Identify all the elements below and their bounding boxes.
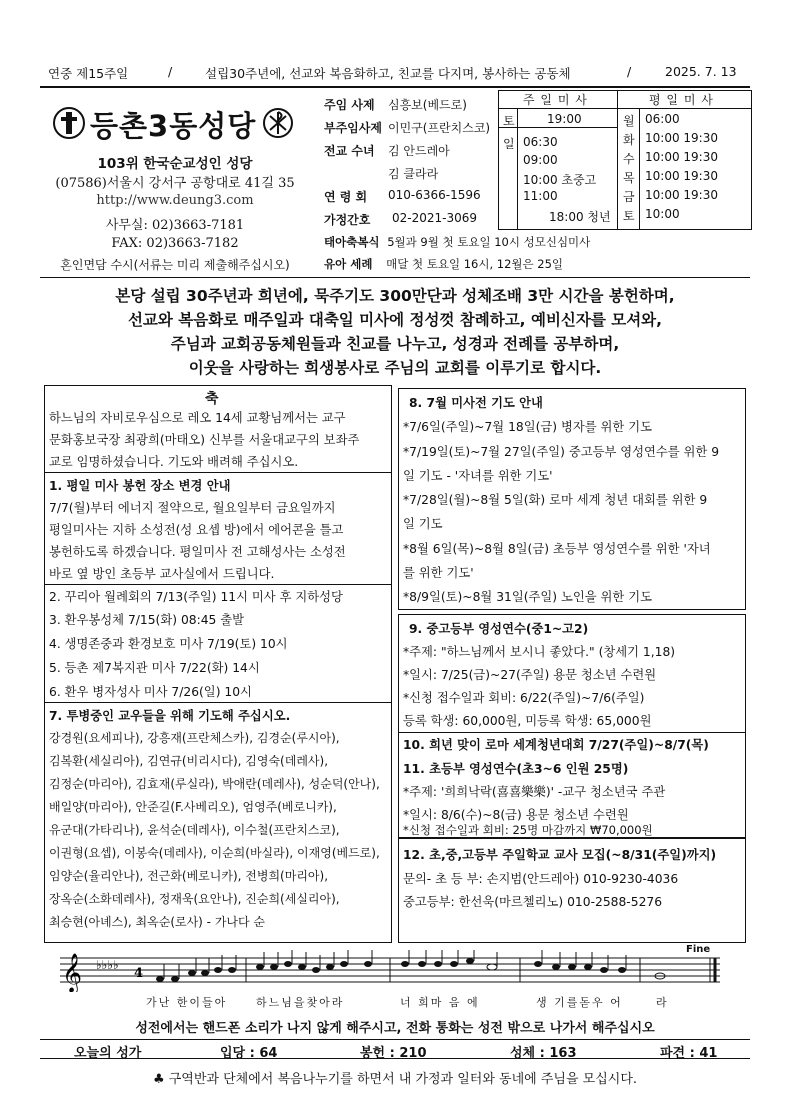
- sunday-time: 18:00 청년: [549, 210, 611, 224]
- prayer-names: 김정순(마리아), 김효재(루실라), 박애란(데레사), 성순덕(안나),: [49, 777, 380, 791]
- header-divider: [40, 86, 750, 88]
- prayer-names: 배일양(마리아), 안준길(F.사베리오), 엄영주(베로니카),: [49, 800, 337, 814]
- blessing-value: 5월과 9월 첫 토요일 10시 성모신심미사: [387, 235, 591, 249]
- staff-name: 이민구(프란치스코): [388, 121, 491, 135]
- parish-address: (07586)서울시 강서구 공항대로 41길 35: [55, 176, 295, 191]
- notice-line: *주제: '희희낙락(喜喜樂樂)' -교구 청소년국 주관: [403, 785, 666, 799]
- notice-line: *7/6일(주일)~7월 18일(금) 병자를 위한 기도: [403, 420, 652, 434]
- notice-line: 일 기도: [403, 517, 443, 531]
- youth-retreat-box: [398, 614, 746, 838]
- office-phone: 사무실: 02)3663-7181: [105, 218, 245, 233]
- prayer-names: 강경원(요세피나), 강흥재(프란체스카), 김경순(루시아),: [49, 731, 340, 745]
- fax-number: FAX: 02)3663-7182: [111, 236, 239, 251]
- notice-line: 문의- 초 등 부: 손지범(안드레아) 010-9230-4036: [403, 872, 679, 886]
- prayer-names: 김복환(세실리아), 김연규(비리시다), 김영숙(데레사),: [49, 754, 329, 768]
- svg-text:4: 4: [134, 966, 144, 981]
- notice-line: 등록 학생: 60,000원, 미등록 학생: 65,000원: [403, 714, 652, 728]
- chi-rho-icon: [262, 107, 294, 139]
- weekday-time: 10:00 19:30: [645, 150, 718, 164]
- hymn-label: 오늘의 성가: [74, 1046, 142, 1061]
- prayer-names: 최승현(아녜스), 최옥순(로사) - 가나다 순: [49, 915, 266, 929]
- lyric-segment: 생 기를돋우 어: [536, 996, 623, 1009]
- weekday-time: 06:00: [645, 112, 680, 126]
- blessing-info: [324, 234, 590, 250]
- staff-name: 심흥보(베드로): [388, 98, 467, 112]
- header-separator-2: /: [627, 64, 632, 79]
- hymn-communion: 성체 : 163: [510, 1046, 577, 1061]
- prayer-names: 유군대(가타리나), 윤석순(데레사), 이수철(프란치스코),: [49, 823, 340, 837]
- hymn-recessional: 파견 : 41: [660, 1046, 718, 1061]
- staff-role: 주임 사제: [324, 98, 375, 112]
- weekday-label: 목: [623, 171, 635, 185]
- lyric-segment: 하느님을찾아라: [256, 996, 345, 1009]
- staff-name: 김 안드레아: [388, 144, 450, 158]
- sunday-time: 10:00 초중고: [523, 173, 597, 187]
- prayer-guide-box: [398, 388, 746, 610]
- congrats-title: 축: [205, 391, 219, 407]
- congrats-line: 문화홍보국장 최광희(마태오) 신부를 서울대교구의 보좌주: [49, 433, 360, 447]
- sunday-time: 06:30: [523, 135, 558, 149]
- hymn-score: [60, 944, 725, 1010]
- weekday-time: 10:00 19:30: [645, 169, 718, 183]
- sunday-label: 일: [503, 137, 515, 151]
- notice-line: *일시: 7/25(금)~27(주일) 용문 청소년 수련원: [403, 668, 657, 682]
- message-line: 선교와 복음화로 매주일과 대축일 미사에 정성껏 참례하고, 예비신자를 모셔와,: [127, 311, 663, 329]
- notice-line: *7/28일(월)~8월 5일(화) 로마 세계 청년 대회를 위한 9: [403, 493, 708, 507]
- teacher-recruit-box: [398, 838, 746, 943]
- notice-line: 를 위한 기도': [403, 566, 474, 580]
- prayer-names: 임양순(율리안나), 전근화(베로니카), 전병희(마리아),: [49, 869, 329, 883]
- prayer-names: 장옥순(소화데레사), 정재욱(요안나), 진순희(세실리아),: [49, 892, 340, 906]
- notice-title: 8. 7월 미사전 기도 안내: [409, 396, 543, 410]
- weekday-mass-title: 평 일 미 사: [649, 93, 714, 107]
- baptism-info: [324, 256, 563, 272]
- notice-line: 중고등부: 한선욱(마르첼리노) 010-2588-5276: [403, 895, 663, 909]
- notice-line: 바로 옆 방인 초등부 교사실에서 드립니다.: [49, 567, 275, 581]
- notice-item: 6. 환우 병자성사 미사 7/26(일) 10시: [49, 685, 252, 699]
- staff-role: 연 령 회: [324, 190, 368, 204]
- phone-notice: 성전에서는 핸드폰 소리가 나지 않게 해주시고, 전화 통화는 성전 밖으로 나가서 해주십시오: [135, 1021, 655, 1036]
- music-staff: [60, 950, 725, 992]
- svg-text:♭♭♭♭: ♭♭♭♭: [96, 958, 119, 972]
- message-line: 이웃을 사랑하는 희생봉사로 주님의 교회를 이루기로 합시다.: [188, 359, 602, 377]
- notice-line: 일 기도 - '자녀를 위한 기도': [403, 469, 553, 483]
- lyric-segment: 너 희마 음 에: [400, 996, 480, 1009]
- mass-schedule-table: [498, 90, 752, 230]
- notice-item: 4. 생명존중과 환경보호 미사 7/19(토) 10시: [49, 637, 288, 651]
- weekday-time: 10:00: [645, 207, 680, 221]
- notice-line: *주제: "하느님께서 보시니 좋았다." (창세기 1,18): [403, 645, 676, 659]
- bulletin-date: 2025. 7. 13: [665, 64, 737, 79]
- marriage-notice: 혼인면담 수시(서류는 미리 제출해주십시오): [60, 258, 290, 272]
- notice-line: *8월 6일(목)~8월 8일(금) 초등부 영성연수를 위한 '자녀: [403, 542, 711, 556]
- weekday-label: 토: [623, 209, 635, 223]
- notice-line: *8/9일(토)~8월 31일(주일) 노인을 위한 기도: [403, 590, 652, 604]
- notice-title: 1. 평일 미사 봉헌 장소 변경 안내: [49, 479, 231, 493]
- lyric-segment: 가난 한이들아: [146, 996, 228, 1009]
- notice-item: 5. 등촌 제7복지관 미사 7/22(화) 14시: [49, 661, 260, 675]
- notice-line: 7/7(월)부터 에너지 절약으로, 월요일부터 금요일까지: [49, 501, 336, 515]
- weekday-label: 수: [623, 152, 635, 166]
- notice-item: 2. 꾸리아 월례회의 7/13(주일) 11시 미사 후 지하성당: [49, 590, 343, 604]
- hymn-offertory: 봉헌 : 210: [360, 1046, 427, 1061]
- closing-message: ♣ 구역반과 단체에서 복음나누기를 하면서 내 가정과 일터와 동네에 주님을 모십시다.: [152, 1072, 638, 1087]
- sunday-mass-title: 주 일 미 사: [523, 93, 588, 107]
- notice-line: *신청 접수일과 회비: 25명 마감까지 ₩70,000원: [403, 823, 653, 837]
- staff-name: 010-6366-1596: [388, 188, 481, 202]
- notice-title: 9. 중고등부 영성연수(중1~고2): [409, 622, 589, 636]
- sunday-time: 11:00: [523, 189, 558, 203]
- hymn-numbers: [40, 1039, 750, 1059]
- staff-role: 전교 수녀: [324, 144, 375, 158]
- baptism-label: 유아 세례: [324, 257, 373, 271]
- weekday-time: 10:00 19:30: [645, 131, 718, 145]
- notice-title: 12. 초,중,고등부 주일학교 교사 모집(~8/31(주일)까지): [403, 848, 717, 862]
- staff-name: 02-2021-3069: [392, 211, 478, 225]
- saturday-label: 토: [503, 114, 515, 128]
- notice-line: *7/19일(토)~7월 27일(주일) 중고등부 영성연수를 위한 9: [403, 445, 720, 459]
- notice-line: *신청 접수일과 회비: 6/22(주일)~7/6(주일): [403, 691, 645, 705]
- parish-url[interactable]: http://www.deung3.com: [96, 193, 254, 208]
- baptism-value: 매달 첫 토요일 16시, 12월은 25일: [386, 257, 564, 271]
- parish-emblem-icon: [52, 106, 86, 140]
- notice-line: 봉헌하도록 하겠습니다. 평일미사 전 고해성사는 소성전: [49, 545, 346, 559]
- notice-item: 3. 환우봉성체 7/15(화) 08:45 출발: [49, 613, 245, 627]
- parish-name: 등촌3동성당: [90, 109, 257, 143]
- notice-line: 평일미사는 지하 소성전(성 요셉 방)에서 에어콘을 틀고: [49, 523, 344, 537]
- hymn-entrance: 입당 : 64: [220, 1046, 278, 1061]
- section-divider: [40, 277, 750, 278]
- header-separator: /: [168, 64, 173, 79]
- pastoral-message: [40, 284, 750, 380]
- notice-title: 11. 초등부 영성연수(초3~6 인원 25명): [403, 762, 629, 776]
- message-line: 본당 설립 30주년과 희년에, 묵주기도 300만단과 성체조배 3만 시간을 봉헌하며,: [115, 287, 675, 305]
- notice-line: *일시: 8/6(수)~8(금) 용문 청소년 수련원: [403, 808, 629, 822]
- congrats-line: 교로 임명하셨습니다. 기도와 배려해 주십시오.: [49, 455, 299, 469]
- weekday-label: 월: [623, 114, 635, 128]
- sunday-time: 09:00: [523, 153, 558, 167]
- staff-name: 김 클라라: [388, 167, 439, 181]
- patron-name: 103위 한국순교성인 성당: [97, 156, 253, 172]
- blessing-label: 태아축복식: [324, 235, 380, 249]
- season-label: 연중 제15주일: [48, 66, 129, 81]
- svg-text:𝄞: 𝄞: [62, 953, 83, 992]
- motto: 설립30주년에, 선교와 복음화하고, 친교를 다지며, 봉사하는 공동체: [205, 66, 571, 81]
- congrats-line: 하느님의 자비로우심으로 레오 14세 교황님께서는 교구: [49, 411, 346, 425]
- notice-item: 10. 희년 맞이 로마 세계청년대회 7/27(주일)~8/7(목): [403, 738, 709, 752]
- lyric-segment: 라: [656, 996, 667, 1009]
- parish-logo: [52, 102, 342, 146]
- prayer-names: 이권형(요셉), 이봉숙(데레사), 이순희(바실라), 이재영(베드로),: [49, 846, 380, 860]
- left-notices: [44, 385, 392, 943]
- fine-marker: Fine: [686, 944, 711, 955]
- staff-role: 부주임사제: [324, 121, 382, 135]
- weekday-time: 10:00 19:30: [645, 188, 718, 202]
- message-line: 주님과 교회공동체원들과 친교를 나누고, 성경과 전례를 공부하며,: [170, 335, 620, 353]
- saturday-time: 19:00: [547, 112, 582, 126]
- weekday-label: 화: [623, 133, 635, 147]
- staff-role: 가정간호: [324, 213, 371, 227]
- weekday-label: 금: [623, 190, 635, 204]
- prayer-title: 7. 투병중인 교우들을 위해 기도해 주십시오.: [49, 709, 291, 723]
- bulletin-header: [40, 62, 750, 84]
